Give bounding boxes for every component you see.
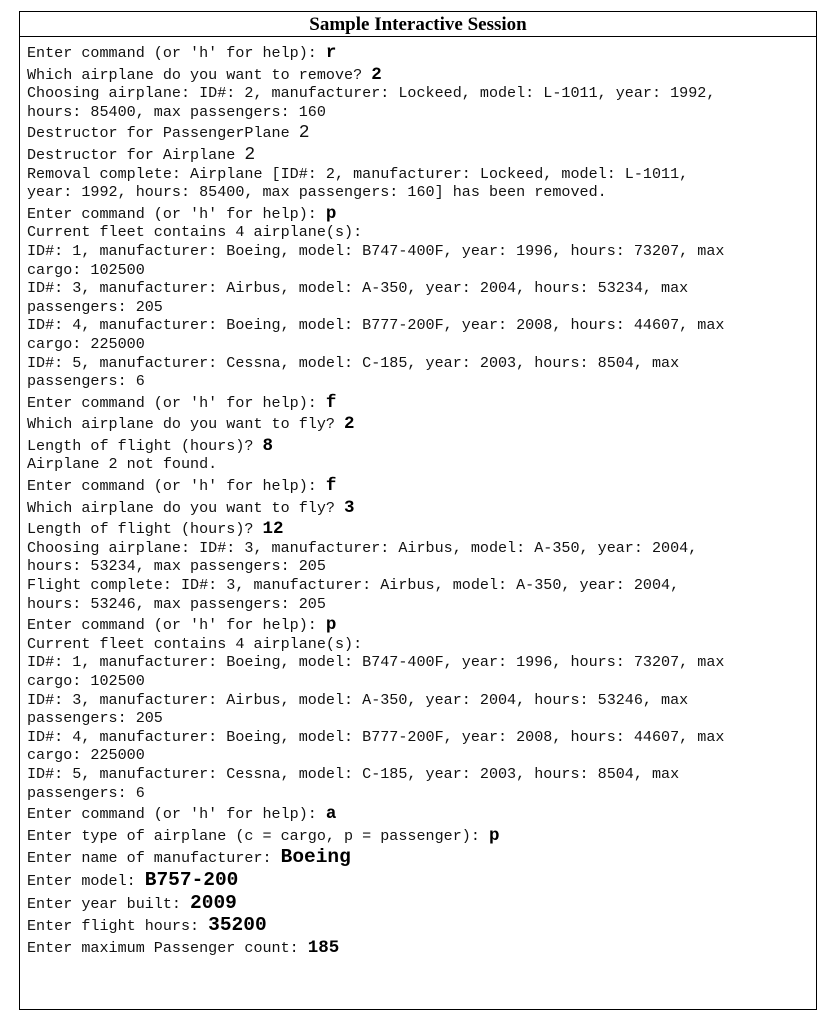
prompt-line [27, 146, 816, 165]
output-line [27, 709, 816, 728]
user-input: B757-200 [144, 868, 239, 891]
user-input: f [325, 476, 337, 497]
prompt-line [27, 916, 816, 936]
session-title: Sample Interactive Session [20, 12, 816, 37]
prompt-text: Which airplane do you want to fly? [27, 498, 345, 517]
user-input: p [325, 615, 337, 636]
prompt-line [27, 437, 816, 456]
output-line [27, 223, 816, 242]
prompt-line [27, 827, 816, 846]
user-input: 35200 [208, 914, 267, 937]
output-text: ID#: 4, manufacturer: Boeing, model: B777-200F, year: 2008, hours: 44607, max [27, 727, 725, 746]
output-text: Choosing airplane: ID#: 2, manufacturer: Lockeed, model: L-1011, year: 1992, [27, 84, 716, 103]
prompt-line [27, 394, 816, 413]
output-line [27, 354, 816, 373]
output-text: cargo: 225000 [27, 746, 145, 765]
user-input: p [325, 203, 337, 224]
prompt-text: Length of flight (hours)? [27, 436, 263, 455]
output-text: hours: 53234, max passengers: 205 [27, 557, 326, 576]
output-line [27, 539, 816, 558]
session-transcript [20, 37, 816, 957]
user-input: 2 [371, 64, 382, 85]
prompt-text: Enter command (or 'h' for help): [27, 393, 326, 412]
output-text: passengers: 205 [27, 297, 163, 316]
prompt-line [27, 520, 816, 539]
output-line [27, 84, 816, 103]
prompt-text: Enter command (or 'h' for help): [27, 477, 326, 496]
output-text: Airplane 2 not found. [27, 455, 218, 474]
prompt-text: Enter command (or 'h' for help): [27, 805, 326, 824]
output-line [27, 635, 816, 654]
output-line [27, 372, 816, 391]
prompt-text: Enter year built: [27, 894, 191, 913]
output-text: cargo: 225000 [27, 334, 145, 353]
user-input: 8 [262, 435, 274, 456]
output-text: passengers: 205 [27, 709, 163, 728]
prompt-line [27, 415, 816, 434]
prompt-text: Enter model: [27, 871, 145, 890]
user-input: f [325, 392, 337, 413]
output-text: ID#: 3, manufacturer: Airbus, model: A-350, year: 2004, hours: 53234, max [27, 279, 689, 298]
output-line [27, 183, 816, 202]
prompt-line [27, 205, 816, 224]
prompt-line [27, 805, 816, 824]
user-input: 2 [344, 414, 355, 435]
output-text: passengers: 6 [27, 372, 145, 391]
user-input: 185 [307, 937, 340, 958]
prompt-line [27, 44, 816, 63]
output-line [27, 746, 816, 765]
prompt-text: Destructor for Airplane [27, 145, 245, 164]
output-line [27, 784, 816, 803]
prompt-text: Enter command (or 'h' for help): [27, 616, 326, 635]
prompt-text: Destructor for PassengerPlane [27, 124, 299, 143]
destructor-id: 2 [244, 144, 256, 165]
prompt-text: Enter flight hours: [27, 917, 209, 936]
prompt-text: Length of flight (hours)? [27, 520, 263, 539]
user-input: 3 [344, 497, 355, 518]
user-input: 12 [262, 519, 284, 540]
prompt-text: Enter command (or 'h' for help): [27, 44, 326, 62]
output-text: cargo: 102500 [27, 260, 145, 279]
prompt-line [27, 477, 816, 496]
output-line [27, 298, 816, 317]
output-text: year: 1992, hours: 85400, max passengers: 160] has been removed. [27, 183, 607, 202]
prompt-text: Enter command (or 'h' for help): [27, 204, 326, 223]
prompt-line [27, 616, 816, 635]
output-text: cargo: 102500 [27, 672, 145, 690]
user-input: Boeing [280, 846, 351, 869]
output-text: Current fleet contains 4 airplane(s): [27, 223, 363, 242]
output-line [27, 557, 816, 576]
output-line [27, 165, 816, 184]
prompt-line [27, 499, 816, 518]
output-line [27, 242, 816, 261]
output-line [27, 261, 816, 280]
prompt-text: Enter name of manufacturer: [27, 849, 281, 868]
output-text: Flight complete: ID#: 3, manufacturer: Airbus, model: A-350, year: 2004, [27, 576, 680, 595]
output-line [27, 691, 816, 710]
session-table [19, 11, 817, 1010]
prompt-text: Which airplane do you want to fly? [27, 415, 345, 434]
output-text: Current fleet contains 4 airplane(s): [27, 634, 363, 653]
prompt-line [27, 848, 816, 868]
output-text: ID#: 1, manufacturer: Boeing, model: B747-400F, year: 1996, hours: 73207, max [27, 653, 725, 672]
output-text: ID#: 4, manufacturer: Boeing, model: B777-200F, year: 2008, hours: 44607, max [27, 316, 725, 335]
prompt-line [27, 891, 816, 914]
output-line [27, 672, 816, 691]
output-line [27, 316, 816, 335]
output-line [27, 455, 816, 474]
output-line [27, 335, 816, 354]
output-text: Choosing airplane: ID#: 3, manufacturer: Airbus, model: A-350, year: 2004, [27, 538, 698, 557]
output-text: ID#: 5, manufacturer: Cessna, model: C-185, year: 2003, hours: 8504, max [27, 353, 680, 372]
output-text: ID#: 1, manufacturer: Boeing, model: B747-400F, year: 1996, hours: 73207, max [27, 241, 725, 260]
prompt-line [27, 868, 816, 891]
user-input: a [325, 804, 337, 825]
output-text: hours: 53246, max passengers: 205 [27, 594, 326, 613]
output-text: hours: 85400, max passengers: 160 [27, 102, 326, 121]
output-line [27, 653, 816, 672]
user-input: 2009 [190, 891, 237, 914]
output-text: Removal complete: Airplane [ID#: 2, manufacturer: Lockeed, model: L-1011, [27, 164, 689, 183]
user-input: r [325, 43, 337, 63]
prompt-line [27, 939, 816, 958]
prompt-line [27, 66, 816, 85]
output-line [27, 765, 816, 784]
output-text: ID#: 3, manufacturer: Airbus, model: A-350, year: 2004, hours: 53246, max [27, 690, 689, 709]
output-text: ID#: 5, manufacturer: Cessna, model: C-185, year: 2003, hours: 8504, max [27, 764, 680, 783]
output-line [27, 728, 816, 747]
prompt-line [27, 124, 816, 143]
user-input: p [488, 825, 500, 846]
output-line [27, 103, 816, 122]
output-text: passengers: 6 [27, 783, 145, 802]
output-line [27, 595, 816, 614]
prompt-text: Which airplane do you want to remove? [27, 65, 372, 84]
output-line [27, 279, 816, 298]
prompt-text: Enter maximum Passenger count: [27, 938, 308, 957]
prompt-text: Enter type of airplane (c = cargo, p = passenger): [27, 826, 489, 845]
destructor-id: 2 [298, 123, 310, 144]
output-line [27, 576, 816, 595]
